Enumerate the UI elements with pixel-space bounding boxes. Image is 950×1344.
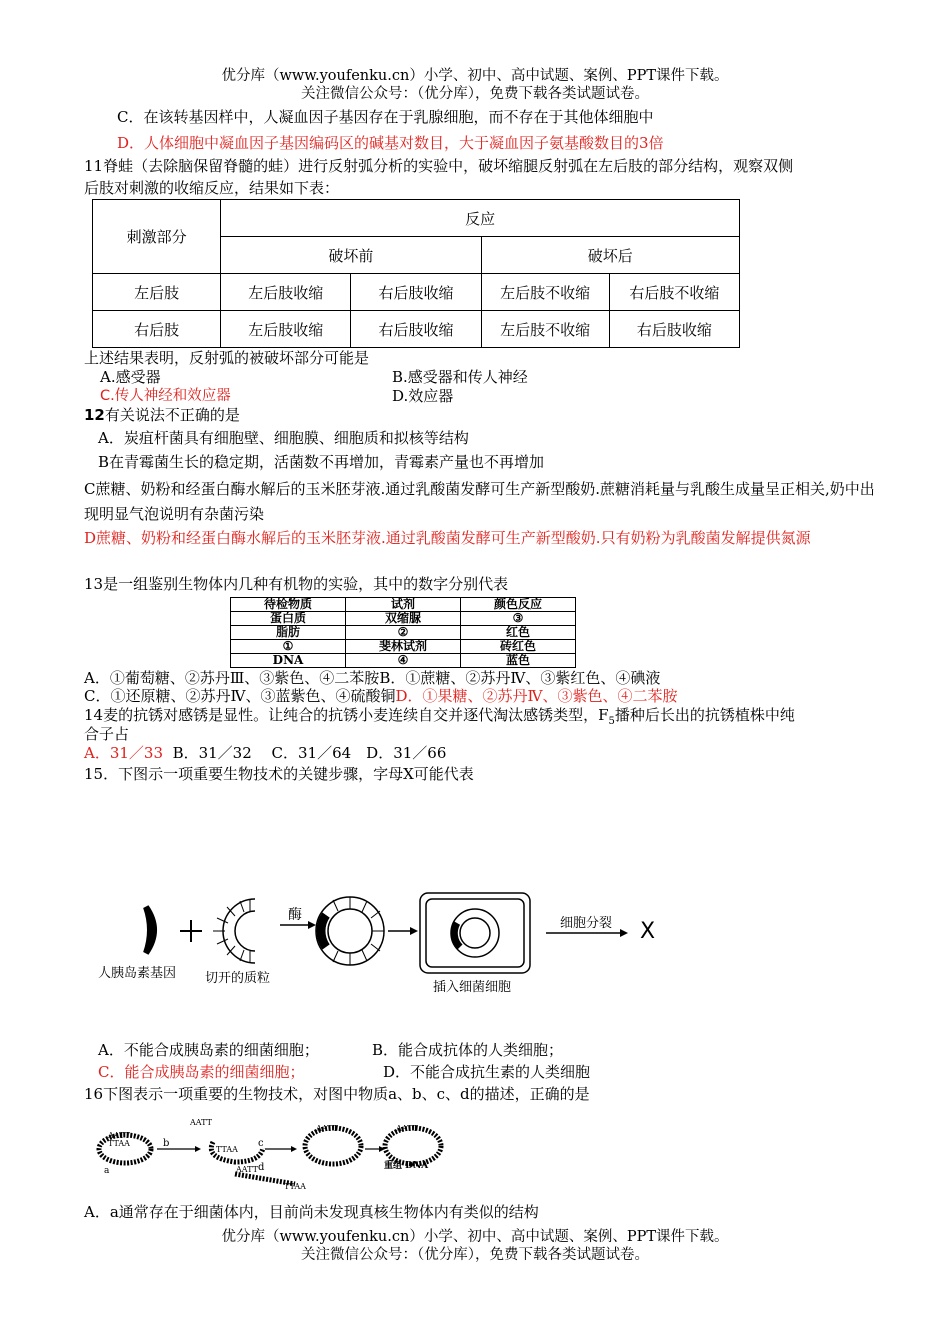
table-row: [93, 311, 740, 348]
q13-option-b: B．①蔗糖、②苏丹Ⅳ、③紫红色、④碘液: [379, 669, 661, 687]
q11-option-c: C.传人神经和效应器: [100, 388, 231, 404]
table-cell: 蓝色: [461, 654, 576, 668]
before-header: 破坏前: [221, 237, 481, 274]
table-cell: 脂肪: [231, 626, 346, 640]
table-cell: 左后肢不收缩: [481, 274, 609, 311]
table-cell: 右后肢收缩: [351, 274, 481, 311]
q11-stem-line-2: 后肢对刺激的收缩反应，结果如下表：: [84, 179, 340, 197]
table-row: [231, 640, 576, 654]
q14-options: [84, 743, 446, 763]
q16-option-a: A．a通常存在于细菌体内，目前尚未发现真核生物体内有类似的结构: [84, 1203, 539, 1221]
q14-option-a: A．31／33: [84, 744, 164, 762]
q14-stem-line-2: 合子占: [84, 725, 130, 743]
footer-line-1: 优分库（www.youfenku.cn）小学、初中、高中试题、案例、PPT课件下载。: [221, 1229, 729, 1245]
table-cell: 左后肢: [93, 274, 221, 311]
table-cell: ③: [461, 612, 576, 626]
q11-option-d: D.效应器: [392, 387, 454, 405]
table-cell: 右后肢收缩: [351, 311, 481, 348]
x-label: X: [640, 919, 656, 944]
table-cell: 砖红色: [461, 640, 576, 654]
q16-stem: 16下图表示一项重要的生物技术，对图中物质a、b、c、d的描述，正确的是: [84, 1085, 590, 1103]
reflex-result-table: [92, 199, 740, 348]
reaction-header: 反应: [221, 200, 740, 237]
q12-option-b: B在青霉菌生长的稳定期，活菌数不再增加，青霉素产量也不再增加: [98, 453, 545, 471]
label-b: b: [163, 1138, 170, 1149]
q11-option-b: B.感受器和传人神经: [392, 368, 528, 386]
q15-stem: 15．下图示一项重要生物技术的关键步骤，字母X可能代表: [84, 765, 474, 783]
table-cell: 左后肢不收缩: [481, 311, 609, 348]
table-header: 颜色反应: [461, 598, 576, 612]
q14-stem-text-2: 播种后长出的抗锈植株中纯: [614, 706, 795, 724]
bacteria-label: 插入细菌细胞: [433, 980, 512, 995]
table-header: 待检物质: [231, 598, 346, 612]
q14-subscript: 5: [608, 716, 615, 727]
bacterial-cell-shape: [420, 893, 530, 973]
q13-option-a: A．①葡萄糖、②苏丹Ⅲ、③紫色、④二苯胺: [84, 669, 380, 687]
q14-stem-line-1: [84, 705, 795, 732]
q11-stem-line-1: 11脊蛙（去除脑保留脊髓的蛙）进行反射弧分析的实验中，破坏缩腿反射弧在左后肢的部分结构，观察双侧: [84, 157, 794, 175]
ttaa-label-a: TTAA: [108, 1139, 130, 1148]
table-header: 试剂: [346, 598, 461, 612]
aatt-label-b: AATT: [190, 1118, 212, 1127]
header-line-2: 关注微信公众号：（优分库），免费下载各类试题试卷。: [301, 86, 649, 102]
ttaa-label-d: TTAA: [284, 1182, 306, 1191]
q15-option-d: D．不能合成抗生素的人类细胞: [383, 1063, 591, 1081]
table-cell: DNA: [231, 654, 346, 668]
table-row: [231, 654, 576, 668]
aatt-label-a: AATT: [108, 1131, 130, 1140]
table-cell: ②: [346, 626, 461, 640]
table-cell: 双缩脲: [346, 612, 461, 626]
table-row: [93, 274, 740, 311]
q13-options-row-2: [84, 686, 677, 706]
q13-option-c: C．①还原糖、②苏丹Ⅳ、③蓝紫色、④硫酸铜: [84, 687, 396, 705]
reagent-table: [230, 597, 576, 668]
q13-options-row-1: [84, 668, 660, 688]
q15-option-c: C．能合成胰岛素的细菌细胞；: [98, 1063, 305, 1081]
recombinant-dna-label: 重组 DNA: [384, 1161, 429, 1171]
q12-stem: [84, 405, 240, 425]
q14-stem-text: 14麦的抗锈对感锈是显性。让纯合的抗锈小麦连续自交并逐代淘汰感锈类型，F: [84, 706, 609, 724]
q12-stem-text: 有关说法不正确的是: [104, 406, 240, 424]
q12-option-d: D蔗糖、奶粉和经蛋白酶水解后的玉米胚芽液.通过乳酸菌发酵可生产新型酸奶.只有奶粉为乳酸菌发解提供氮源: [84, 529, 811, 547]
table-cell: ①: [231, 640, 346, 654]
label-c: c: [258, 1138, 264, 1149]
table-cell: 蛋白质: [231, 612, 346, 626]
q13-stem: 13是一组鉴别生物体内几种有机物的实验，其中的数字分别代表: [84, 575, 509, 593]
plasmid-c-shape: [305, 1128, 361, 1164]
q12-option-c: C蔗糖、奶粉和经蛋白酶水解后的玉米胚芽液.通过乳酸菌发酵可生产新型酸奶.蔗糖消耗量与乳酸生成量呈正相关,奶中出现明显气泡说明有杂菌污染: [84, 480, 875, 523]
table-cell: 右后肢: [93, 311, 221, 348]
table-cell: 右后肢不收缩: [609, 274, 739, 311]
table-cell: 右后肢收缩: [609, 311, 739, 348]
aatt-label-c: AATT: [316, 1124, 338, 1133]
q12-option-a: A．炭疽杆菌具有细胞壁、细胞膜、细胞质和拟核等结构: [98, 429, 469, 447]
division-label: 细胞分裂: [560, 916, 613, 931]
aatt-label-d: AATT: [236, 1165, 258, 1174]
table-row: [231, 612, 576, 626]
insulin-gene-shape: [146, 907, 154, 953]
label-d: d: [258, 1162, 265, 1173]
table-row: [231, 626, 576, 640]
aatt-label-r: AATT: [396, 1124, 418, 1133]
q10-option-d: D．人体细胞中凝血因子基因编码区的碱基对数目，大于凝血因子氨基酸数目的3倍: [117, 134, 664, 152]
label-a: a: [104, 1166, 110, 1176]
table-cell: 红色: [461, 626, 576, 640]
stim-header: 刺激部分: [93, 200, 221, 274]
header-line-1: 优分库（www.youfenku.cn）小学、初中、高中试题、案例、PPT课件下载。: [221, 68, 729, 84]
q15-option-a: A．不能合成胰岛素的细菌细胞；: [98, 1041, 319, 1059]
q15-option-b: B．能合成抗体的人类细胞；: [372, 1041, 564, 1059]
q13-option-d: D．①果糖、②苏丹Ⅳ、③紫色、④二苯胺: [395, 687, 678, 705]
q10-option-c: C．在该转基因样中，人凝血因子基因存在于乳腺细胞，而不存在于其他体细胞中: [117, 108, 654, 126]
q14-options-rest: B．31／32 C．31／64 D．31／66: [172, 744, 447, 762]
q11-conclusion: 上述结果表明，反射弧的被破坏部分可能是: [84, 349, 370, 367]
ttaa-label-b: TTAA: [216, 1145, 238, 1154]
after-header: 破坏后: [481, 237, 739, 274]
table-cell: 左后肢收缩: [221, 311, 351, 348]
gene-cloning-diagram: [90, 885, 690, 995]
table-cell: 斐林试剂: [346, 640, 461, 654]
q11-option-a: A.感受器: [100, 368, 161, 386]
enzyme-label: 酶: [288, 907, 302, 923]
table-cell: 左后肢收缩: [221, 274, 351, 311]
q12-number: 12: [84, 406, 105, 424]
footer-line-2: 关注微信公众号：（优分库），免费下载各类试题试卷。: [301, 1247, 649, 1263]
plasmid-label: 切开的质粒: [205, 971, 271, 986]
insulin-gene-label: 人胰岛素基因: [98, 966, 177, 981]
table-cell: ④: [346, 654, 461, 668]
